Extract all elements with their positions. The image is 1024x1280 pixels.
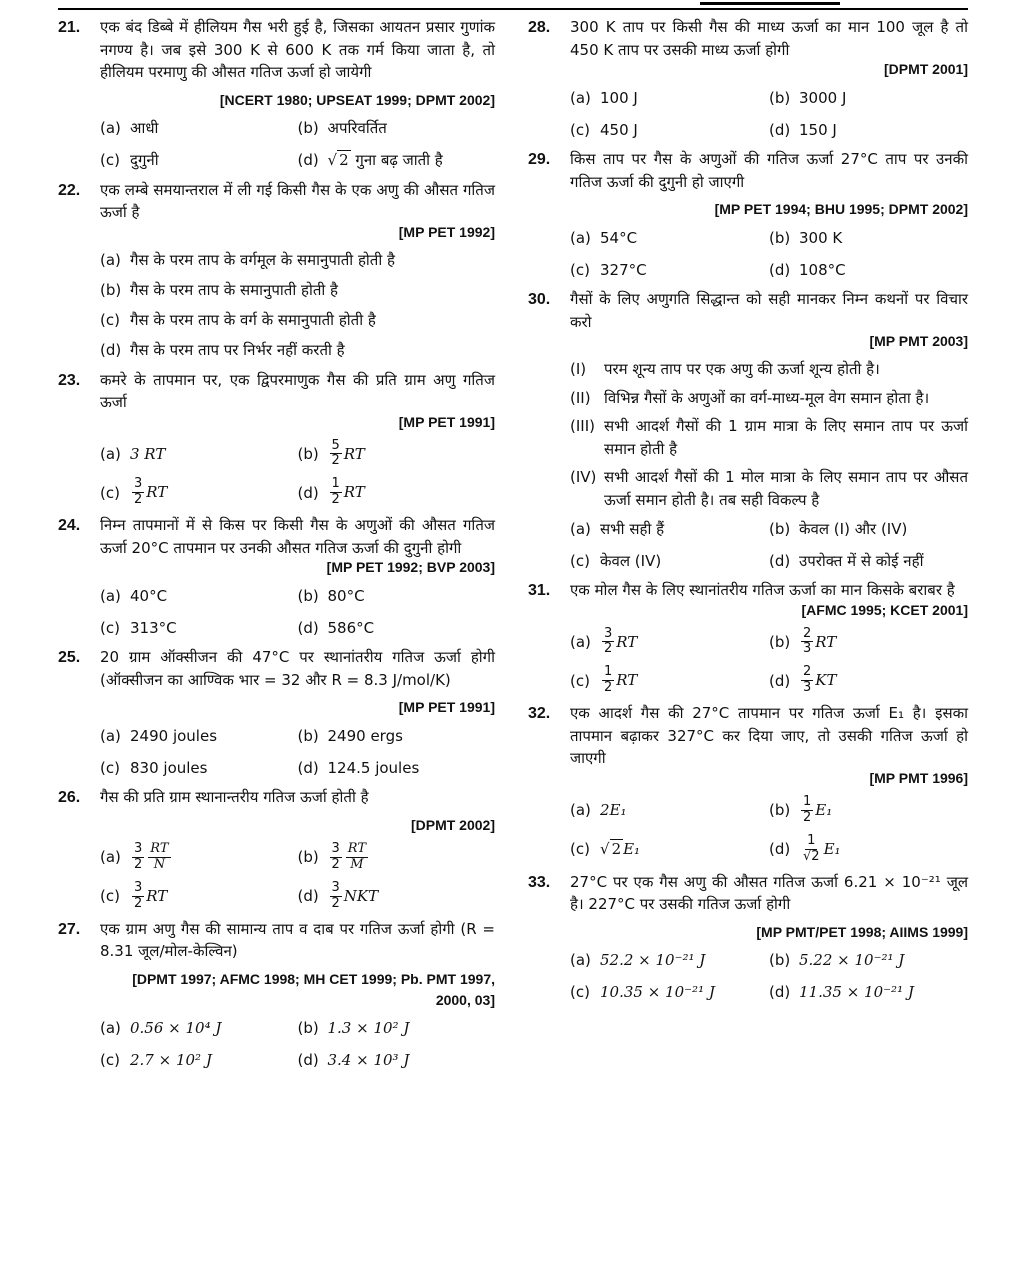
question-source: [MP PET 1991]: [398, 699, 495, 716]
question-source: [MP PET 1991]: [398, 413, 495, 430]
fraction: $\frac{1}{2}$: [331, 476, 340, 508]
question-28: [528, 16, 968, 142]
question-31: [528, 579, 968, 696]
option-c[interactable]: (c) दुगुनी: [100, 151, 159, 170]
statement-4: (IV) सभी आदर्श गैसों की 1 मोल मात्रा के लिए समान ताप पर औसत ऊर्जा समान होती है। तब सही विकल्प है: [570, 468, 968, 509]
question-text: निम्न तापमानों में से किस पर किसी गैस के अणुओं की औसत गतिज ऊर्जा 20°C तापमान पर उनकी औसत गतिज ऊर्जा की दुगुनी होगी: [100, 516, 495, 557]
option-c[interactable]: (c) $\frac{3}{2}$ RT: [100, 879, 168, 911]
option-c[interactable]: (c) $\frac{3}{2}$ RT: [100, 476, 168, 508]
statement-2: (II) विभिन्न गैसों के अणुओं का वर्ग-माध्य-मूल वेग समान होता है।: [570, 388, 930, 407]
option-a[interactable]: (a) आधी: [100, 119, 159, 138]
option-b[interactable]: (b) 1.3 × 10² J: [297, 1019, 410, 1038]
question-text: एक ग्राम अणु गैस की सामान्य ताप व दाब पर गतिज ऊर्जा होगी (R = 8.31 जूल/मोल-केल्विन): [100, 919, 495, 960]
sqrt-expression: √ 2: [327, 151, 349, 170]
fraction: $\frac{1}{2}$: [604, 664, 613, 696]
option-d[interactable]: (d) $\frac{1}{√2}$ E₁: [769, 832, 841, 864]
option-d[interactable]: (d) 108°C: [769, 260, 846, 279]
option-b[interactable]: (b) 80°C: [297, 587, 365, 605]
question-source: [MP PMT 2003]: [869, 333, 968, 349]
question-text: गैसों के लिए अणुगति सिद्धान्त को सही मानकर निम्न कथनों पर विचार करो: [570, 290, 968, 331]
question-number: 25.: [58, 649, 81, 667]
question-29: [528, 148, 968, 282]
question-text: किस ताप पर गैस के अणुओं की गतिज ऊर्जा 27°C ताप पर उनकी गतिज ऊर्जा की दुगुनी हो जाएगी: [570, 150, 968, 191]
question-number: 22.: [58, 181, 81, 199]
question-source: [DPMT 1997; AFMC 1998; MH CET 1999; Pb. PMT 1997, 2000, 03]: [132, 970, 495, 1008]
option-a[interactable]: (a) 3 RT: [100, 444, 166, 463]
option-b[interactable]: (b) 2490 ergs: [297, 727, 403, 745]
question-text: 27°C पर एक गैस अणु की औसत गतिज ऊर्जा 6.21 × 10⁻²¹ जूल है। 227°C पर उसकी गतिज ऊर्जा होगी: [570, 872, 968, 913]
question-number: 29.: [528, 151, 551, 168]
fraction: $\frac{2}{3}$: [803, 664, 812, 696]
fraction: $\frac{3}{2}$: [331, 879, 340, 911]
option-d[interactable]: (d) $\frac{2}{3}$ KT: [769, 664, 837, 696]
option-a[interactable]: (a) $\frac{3}{2}$ RT: [570, 625, 638, 657]
option-a[interactable]: (a) 100 J: [570, 88, 638, 107]
question-number: 27.: [58, 920, 81, 938]
question-text: एक आदर्श गैस की 27°C तापमान पर गतिज ऊर्जा E₁ है। इसका तापमान बढ़ाकर 327°C कर दिया जाए, तो उसकी गतिज ऊर्जा हो जाएगी: [570, 704, 968, 768]
question-number: 26.: [58, 789, 81, 807]
option-a[interactable]: (a) सभी सही हैं: [570, 519, 665, 538]
question-text: एक बंद डिब्बे में हीलियम गैस भरी हुई है, जिसका आयतन प्रसार गुणांक नगण्य है। जब इसे 300 K से 600 K तक गर्म किया जाता है, तो हीलियम परमाणु की औसत गतिज ऊर्जा हो जायेगी: [100, 18, 495, 81]
option-c[interactable]: (c) 10.35 × 10⁻²¹ J: [570, 983, 715, 1002]
options: [100, 1017, 495, 1073]
option-d[interactable]: (d) 586°C: [297, 619, 375, 637]
option-a[interactable]: (a) 0.56 × 10⁴ J: [100, 1019, 222, 1038]
option-a[interactable]: (a) 2E₁: [570, 800, 627, 819]
option-c[interactable]: (c) केवल (IV): [570, 551, 662, 570]
top-rule: [58, 8, 968, 10]
question-number: 31.: [528, 582, 551, 599]
option-d[interactable]: (d) 3.4 × 10³ J: [297, 1051, 410, 1070]
fraction: $\frac{1}{2}$: [803, 793, 812, 825]
fraction: $\frac{RT}{M}$: [347, 840, 367, 872]
fraction: $\frac{3}{2}$: [331, 840, 340, 872]
question-source: [MP PET 1994; BHU 1995; DPMT 2002]: [714, 201, 968, 217]
option-d[interactable]: (d) 11.35 × 10⁻²¹ J: [769, 983, 914, 1002]
option-a[interactable]: (a) गैस के परम ताप के वर्गमूल के समानुपाती होती है: [100, 251, 395, 270]
option-d[interactable]: (d) $\frac{1}{2}$ RT: [297, 476, 365, 508]
option-a[interactable]: (a) 52.2 × 10⁻²¹ J: [570, 951, 706, 970]
question-27: [58, 918, 495, 1073]
question-source: [DPMT 2002]: [410, 816, 495, 833]
option-d[interactable]: (d) √ 2 गुना बढ़ जाती है: [297, 151, 443, 170]
question-number: 21.: [58, 19, 81, 36]
question-text: एक मोल गैस के लिए स्थानांतरीय गतिज ऊर्जा का मान किसके बराबर है: [570, 581, 955, 599]
option-b[interactable]: (b) 300 K: [769, 228, 843, 247]
fraction: $\frac{5}{2}$: [331, 437, 340, 469]
options: [100, 842, 495, 912]
fraction: $\frac{3}{2}$: [134, 879, 143, 911]
question-26: [58, 786, 495, 911]
question-23: [58, 369, 495, 509]
question-text: कमरे के तापमान पर, एक द्विपरमाणुक गैस की प्रति ग्राम अणु गतिज ऊर्जा: [100, 370, 495, 411]
question-number: 23.: [58, 371, 81, 389]
question-number: 24.: [58, 517, 81, 535]
sqrt-expression: √ 2: [600, 839, 622, 858]
options: [570, 949, 968, 1005]
fraction: $\frac{RT}{N}$: [150, 840, 169, 872]
question-source: [MP PET 1992]: [398, 223, 495, 240]
question-number: 30.: [528, 291, 551, 308]
question-source: [DPMT 2001]: [883, 61, 968, 77]
question-text: 300 K ताप पर किसी गैस की माध्य ऊर्जा का मान 100 जूल है तो 450 K ताप पर उसकी माध्य ऊर्जा होगी: [570, 18, 968, 59]
option-c[interactable]: (c) √ 2 E₁: [570, 839, 641, 858]
question-text: गैस की प्रति ग्राम स्थानान्तरीय गतिज ऊर्जा होती है: [100, 788, 369, 807]
option-a[interactable]: (a) 40°C: [100, 587, 168, 605]
option-b[interactable]: (b) अपरिवर्तित: [297, 119, 387, 138]
question-21: [58, 16, 495, 173]
question-number: 28.: [528, 19, 551, 36]
statement-3: (III) सभी आदर्श गैसों की 1 ग्राम मात्रा के लिए समान ताप पर ऊर्जा समान होती है: [570, 417, 968, 458]
question-22: [58, 179, 495, 363]
question-30: [528, 288, 968, 573]
option-c[interactable]: (c) 2.7 × 10² J: [100, 1051, 212, 1070]
fraction: $\frac{3}{2}$: [604, 625, 613, 657]
fraction: $\frac{2}{3}$: [803, 625, 812, 657]
option-b[interactable]: (b) गैस के परम ताप के समानुपाती होती है: [100, 281, 338, 300]
options: [100, 584, 495, 640]
option-d[interactable]: (d) $\frac{3}{2}$ NKT: [297, 879, 379, 911]
options: [100, 249, 495, 363]
option-d[interactable]: (d) गैस के परम ताप पर निर्भर नहीं करती है: [100, 341, 345, 360]
question-24: [58, 514, 495, 640]
option-b[interactable]: (b) $\frac{1}{2}$ E₁: [769, 793, 833, 825]
question-number: 33.: [528, 873, 551, 891]
option-b[interactable]: (b) $\frac{2}{3}$ RT: [769, 625, 837, 657]
option-b[interactable]: (b) 3000 J: [769, 88, 847, 107]
options: [100, 439, 495, 509]
option-b[interactable]: (b) $\frac{5}{2}$ RT: [297, 437, 365, 469]
statement-1: (I) परम शून्य ताप पर एक अणु की ऊर्जा शून्य होती है।: [570, 360, 880, 378]
option-c[interactable]: (c) 327°C: [570, 260, 647, 279]
option-a[interactable]: (a) $\frac{3}{2}$ $\frac{RT}{N}$: [100, 840, 169, 872]
right-column: [528, 16, 968, 1011]
option-b[interactable]: (b) $\frac{3}{2}$ $\frac{RT}{M}$: [297, 840, 367, 872]
question-source: [MP PET 1992; BVP 2003]: [326, 559, 495, 576]
question-source: [NCERT 1980; UPSEAT 1999; DPMT 2002]: [219, 91, 495, 108]
options: [100, 724, 495, 780]
top-rule-tick: [700, 2, 840, 5]
option-a[interactable]: (a) 54°C: [570, 228, 638, 247]
option-c[interactable]: (c) $\frac{1}{2}$ RT: [570, 664, 638, 696]
option-c[interactable]: (c) 830 joules: [100, 759, 208, 777]
options: [100, 117, 495, 173]
question-33: [528, 871, 968, 1005]
question-source: [AFMC 1995; KCET 2001]: [801, 601, 968, 618]
question-text: एक लम्बे समयान्तराल में ली गई किसी गैस के एक अणु की औसत गतिज ऊर्जा है: [100, 180, 495, 221]
fraction: $\frac{1}{√2}$: [803, 832, 820, 864]
question-source: [MP PMT 1996]: [869, 769, 968, 786]
options: [570, 517, 968, 573]
question-number: 32.: [528, 705, 551, 723]
question-25: [58, 646, 495, 780]
option-a[interactable]: (a) 2490 joules: [100, 727, 218, 745]
options: [570, 795, 968, 865]
option-c[interactable]: (c) गैस के परम ताप के वर्ग के समानुपाती होती है: [100, 311, 376, 330]
question-32: [528, 702, 968, 864]
left-column: [58, 16, 495, 1079]
question-text: 20 ग्राम ऑक्सीजन की 47°C पर स्थानांतरीय गतिज ऊर्जा होगी (ऑक्सीजन का आण्विक भार = 32 और R = 8.3 J/mol/K): [100, 648, 495, 689]
fraction: $\frac{3}{2}$: [134, 840, 143, 872]
option-d[interactable]: (d) 150 J: [769, 120, 837, 139]
options: [570, 627, 968, 697]
option-d[interactable]: (d) 124.5 joules: [297, 759, 420, 777]
option-b[interactable]: (b) 5.22 × 10⁻²¹ J: [769, 951, 905, 970]
fraction: $\frac{3}{2}$: [134, 476, 143, 508]
options: [570, 86, 968, 142]
option-b[interactable]: (b) केवल (I) और (IV): [769, 519, 908, 538]
options: [570, 226, 968, 282]
question-source: [MP PMT/PET 1998; AIIMS 1999]: [756, 923, 968, 940]
option-d[interactable]: (d) उपरोक्त में से कोई नहीं: [769, 551, 924, 570]
option-c[interactable]: (c) 313°C: [100, 619, 177, 637]
option-c[interactable]: (c) 450 J: [570, 120, 638, 139]
